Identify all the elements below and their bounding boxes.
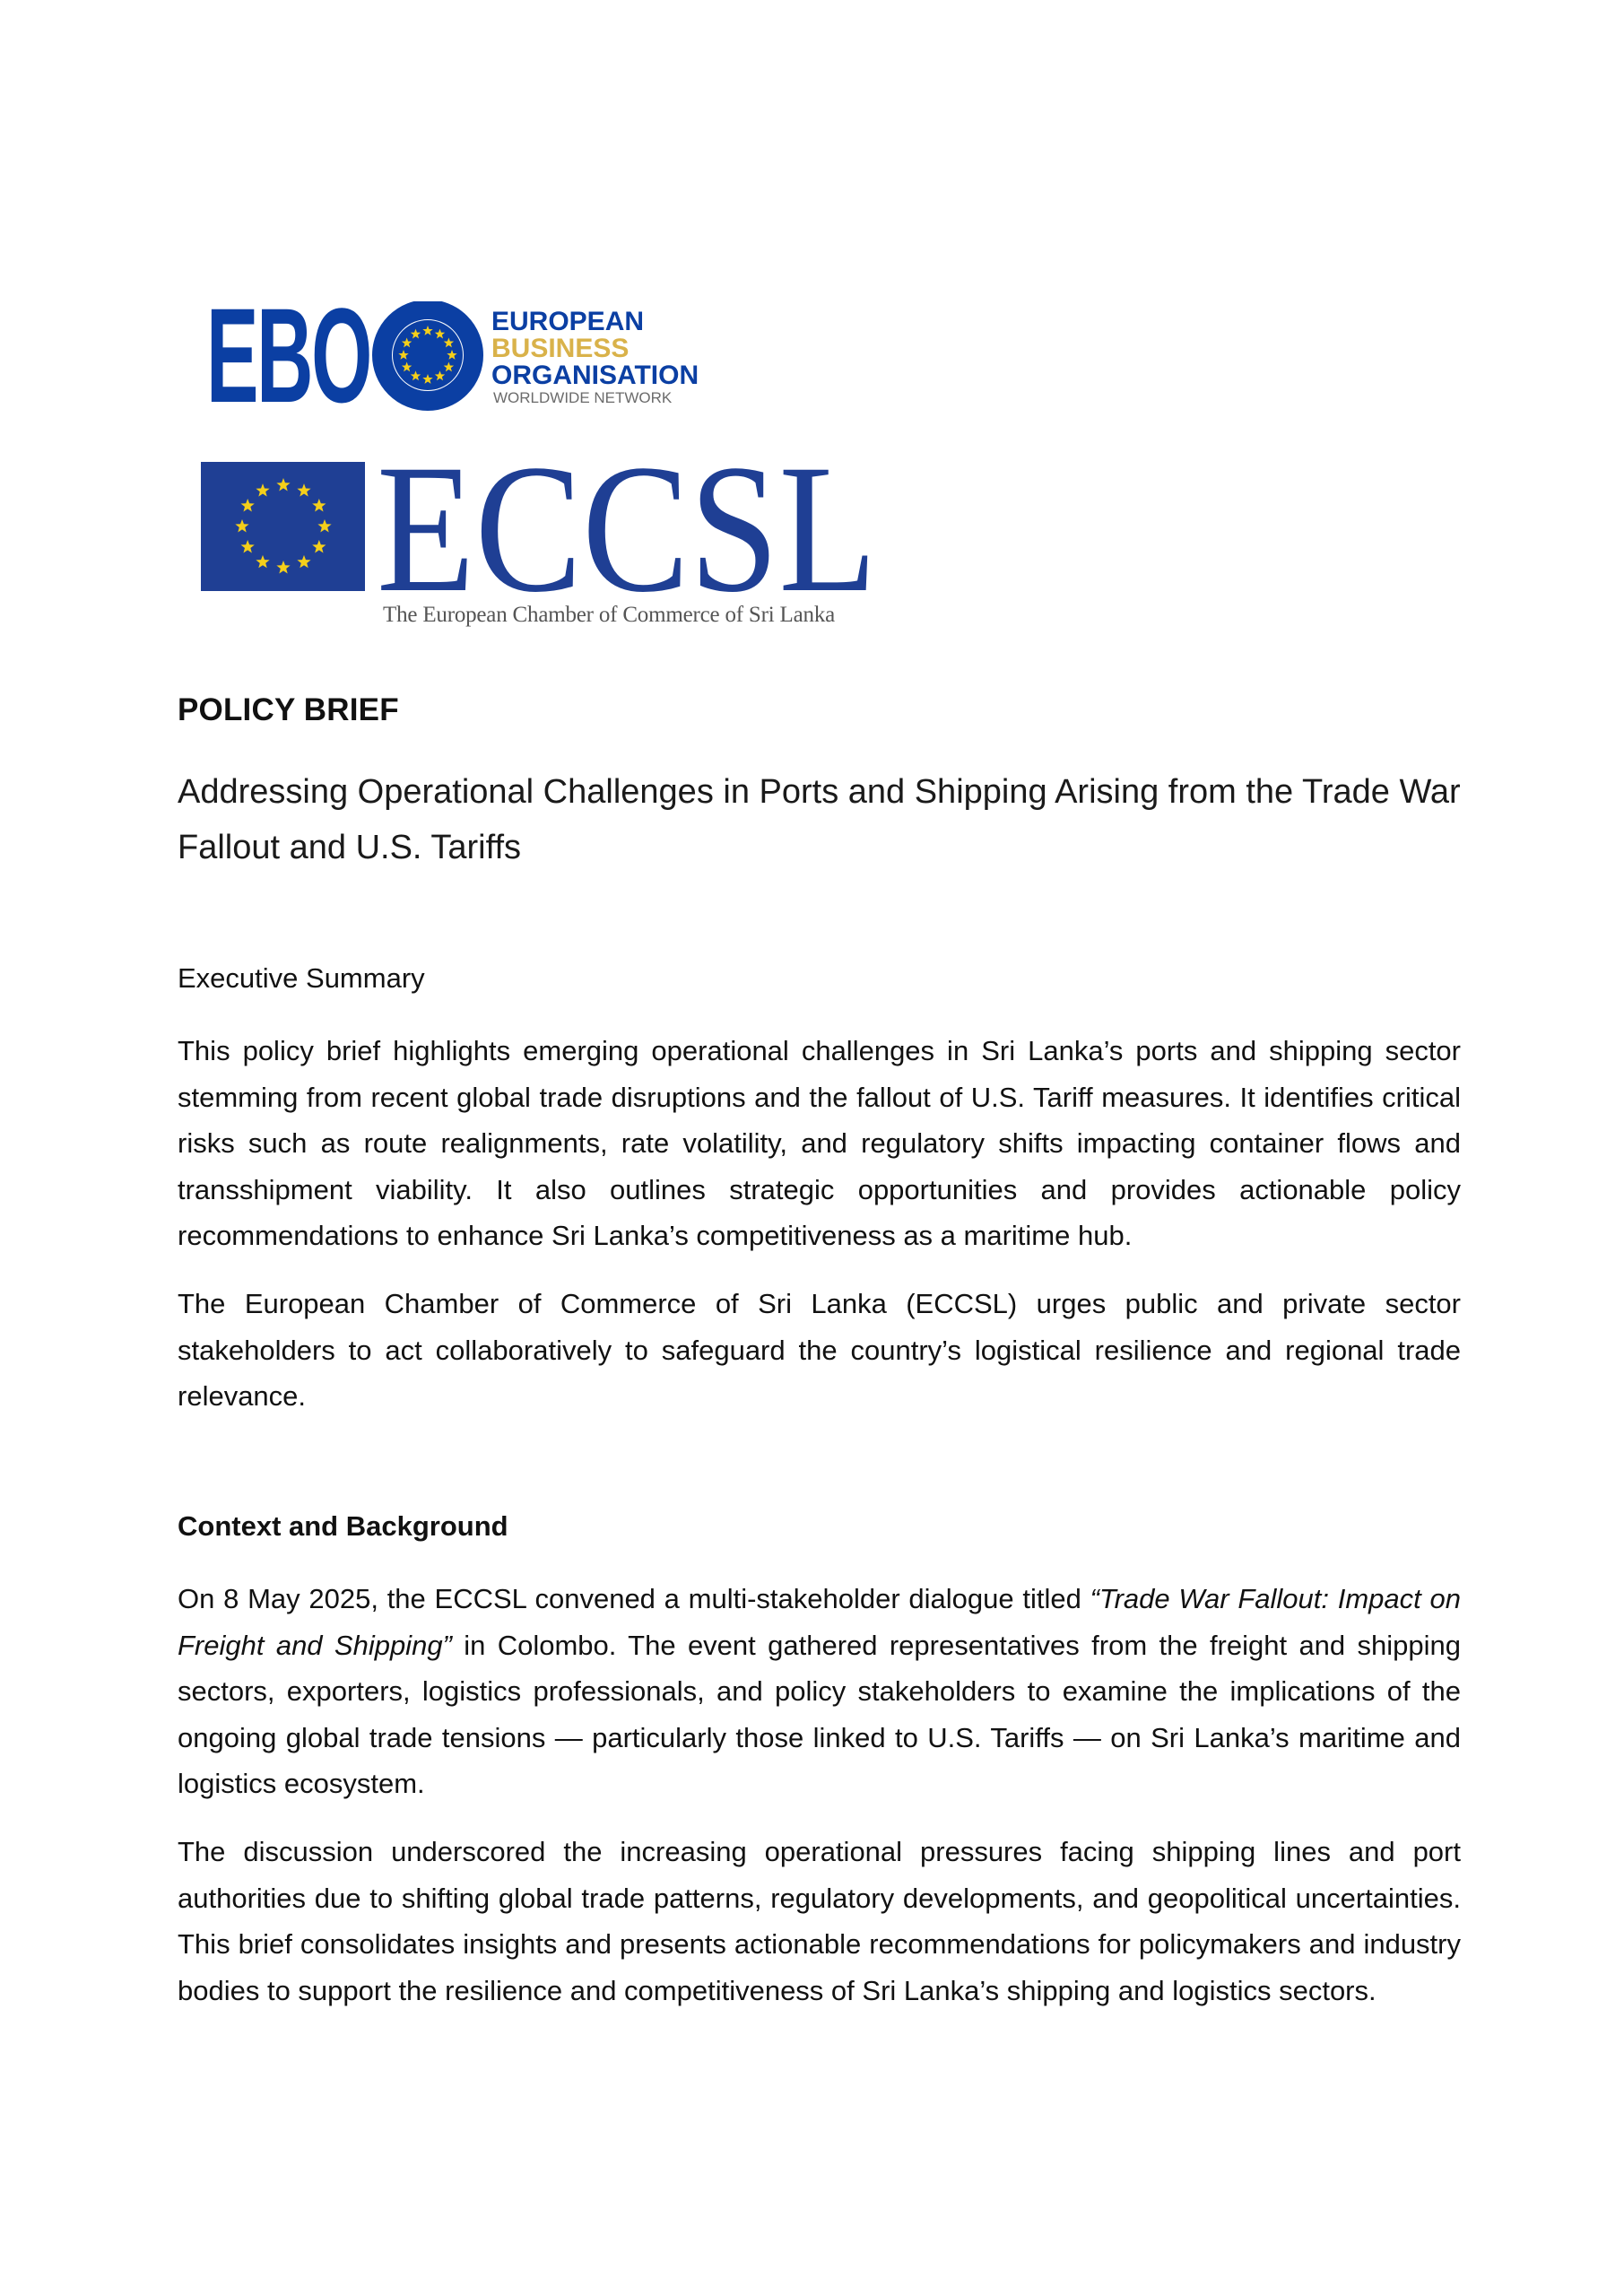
context-p1-after: in Colombo. The event gathered representatives from the freight and shipping sectors, exporters, logistics professionals, and policy stakeholders to examine the implications of the ongoing global trade tensions — particularly those linked to U.S. Tariffs — on Sri Lanka’s maritime and logistics ecosystem.: [178, 1629, 1461, 1799]
ebo-line4: WORLDWIDE NETWORK: [493, 389, 673, 406]
ebo-logo-graphic: [206, 301, 717, 418]
ebo-star-ring-icon: [382, 309, 473, 401]
context-heading: Context and Background: [178, 1510, 508, 1542]
ebo-mark-letters: EBO: [206, 301, 370, 418]
ebo-logo: [206, 301, 717, 418]
ebo-line2: BUSINESS: [491, 334, 630, 363]
eccsl-caption: The European Chamber of Commerce of Sri Lanka: [383, 603, 836, 627]
executive-summary-paragraph-2: The European Chamber of Commerce of Sri Lanka (ECCSL) urges public and private sector stakeholders to act collaboratively to safeguard the country’s logistical resilience and regional trade relevance.: [178, 1288, 1461, 1412]
executive-summary-paragraph-1: This policy brief highlights emerging operational challenges in Sri Lanka’s ports and shipping sector stemming from recent global trade disruptions and the fallout of U.S. Tariff measures. It identifies critical risks such as route realignments, rate volatility, and regulatory shifts impacting container flows and transshipment viability. It also outlines strategic opportunities and provides actionable policy recommendations to enhance Sri Lanka’s competitiveness as a maritime hub.: [178, 1035, 1461, 1251]
eccsl-logo-graphic: [201, 457, 882, 601]
event-title-italic: “Trade War Fallout: Impact on Freight and Shipping”: [178, 1583, 1462, 1661]
eccsl-mark-letters: ECCSL: [377, 457, 877, 601]
document-label: POLICY BRIEF: [178, 692, 399, 727]
context-paragraph-2: The discussion underscored the increasing operational pressures facing shipping lines and port authorities due to shifting global trade patterns, regulatory developments, and geopolitical uncertainties. This brief consolidates insights and presents actionable recommendations for policymakers and industry bodies to support the resilience and competitiveness of Sri Lanka’s shipping and logistics sectors.: [178, 1836, 1461, 2006]
context-paragraph-1: [178, 1576, 1461, 1807]
ebo-line1: EUROPEAN: [491, 307, 645, 336]
executive-summary-heading: Executive Summary: [178, 962, 425, 994]
document-title: Addressing Operational Challenges in Ports and Shipping Arising from the Trade War Fallout and U.S. Tariffs: [178, 773, 1461, 866]
ebo-line3: ORGANISATION: [491, 361, 699, 390]
context-p1-before: On 8 May 2025, the ECCSL convened a multi-stakeholder dialogue titled: [178, 1583, 1090, 1614]
